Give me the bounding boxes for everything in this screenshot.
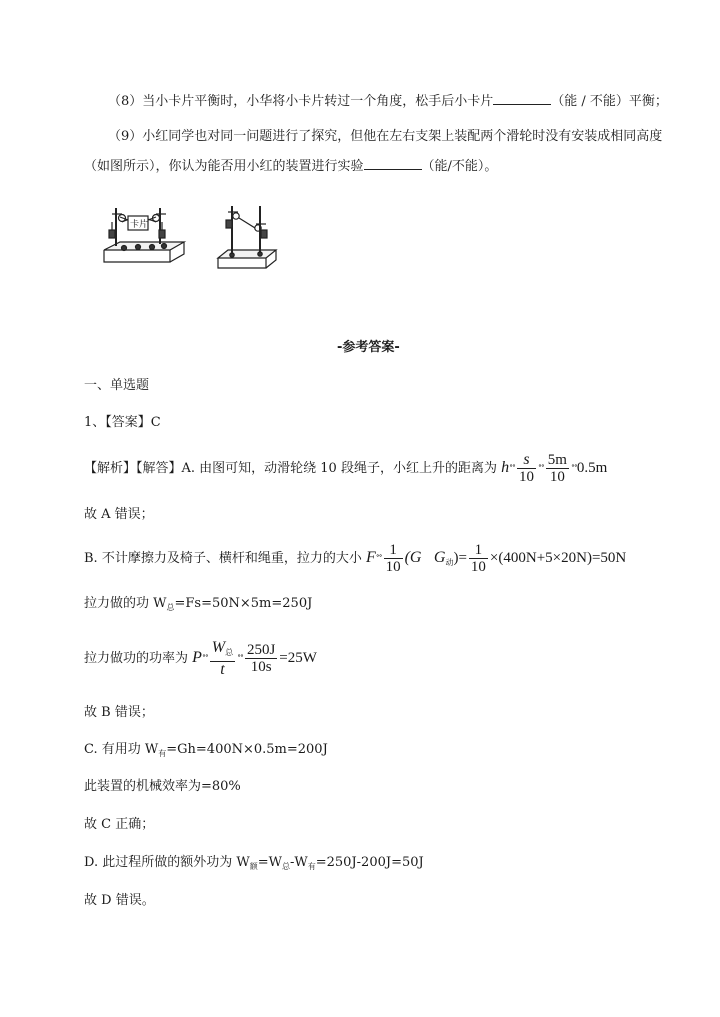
frac-W-t: $\frac{W_总}{t}$ xyxy=(211,638,234,678)
analysis-result: 0.5m xyxy=(576,460,608,476)
frac-s-10: $\frac{s}{10}$ xyxy=(518,451,534,485)
left-apparatus xyxy=(104,208,184,262)
var-h: h xyxy=(501,459,510,476)
q8-blank[interactable] xyxy=(493,91,551,105)
frac-1-10-b: $\frac{1}{10}$ xyxy=(470,542,486,575)
analysis-line: 【解析】【解答】A. 由图可知，动滑轮绕 10 段绳子，小红上升的距离为 h∘∘ $\frac{s}{10}$ ∘∘ $\frac{5m}{10}$ ∘∘0.5m xyxy=(84,451,608,485)
efficiency-line: 此装置的机械效率为=80% xyxy=(84,779,241,794)
power-prefix: 拉力做功的功率为 xyxy=(84,651,189,666)
card-label: 卡片 xyxy=(130,220,149,230)
power-result: =25W xyxy=(279,650,317,666)
right-apparatus xyxy=(218,206,276,268)
frac-1-10-a: $\frac{1}{10}$ xyxy=(385,542,401,575)
q8-suffix: （能 / 不能）平衡； xyxy=(551,94,668,109)
var-P: P xyxy=(192,649,202,666)
analysis-prefix: 【解析】【解答】A. 由图可知，动滑轮绕 10 段绳子，小红上升的距离为 xyxy=(84,461,497,476)
answer-item-1: 1、【答案】C xyxy=(84,415,161,430)
q8-prefix: （8）当小卡片平衡时，小华将小卡片转过一个角度，松手后小卡片 xyxy=(108,94,494,109)
q9-prefix: （如图所示），你认为能否用小红的装置进行实验 xyxy=(84,159,364,174)
frac-5m-10: $\frac{5m}{10}$ xyxy=(547,452,567,485)
power-line: 拉力做功的功率为 P∘∘ $\frac{W_总}{t}$ ∘∘ $\frac{250J}{10s}$ =25W xyxy=(84,638,317,678)
d-line: D. 此过程所做的额外功为 $W_额=W_总-W_有=250J-200J=50J$ xyxy=(84,855,424,871)
a-wrong: 故 A 错误； xyxy=(84,507,154,522)
b-tail: ×(400N+5×20N)=50N xyxy=(489,550,627,566)
work-line: 拉力做的功 $W_总=Fs=50N\times 5m=250J$ xyxy=(84,596,313,612)
question-8 xyxy=(108,91,668,111)
frac-250J-10s: $\frac{250J}{10s}$ xyxy=(246,642,276,675)
question-9-line1: （9）小红同学也对同一问题进行了探究，但他在左右支架上装配两个滑轮时没有安装成相同高度 xyxy=(108,129,663,144)
q9-suffix: （能/不能）。 xyxy=(421,159,498,174)
question-9-line2 xyxy=(84,156,497,176)
b-wrong: 故 B 错误； xyxy=(84,705,154,720)
answer-header: -参考答案- xyxy=(337,340,400,355)
b-prefix: B. 不计摩擦力及椅子、横杆和绳重，拉力的大小 xyxy=(84,551,362,566)
c-right: 故 C 正确； xyxy=(84,817,155,832)
q9-blank[interactable] xyxy=(364,156,422,170)
section-title: 一、单选题 xyxy=(84,378,150,393)
apparatus-figure xyxy=(100,200,280,275)
b-line: B. 不计摩擦力及椅子、横杆和绳重，拉力的大小 F∘∘ $\frac{1}{10}$ (G $G_动)=$ $\frac{1}{10}$ ×(400N+5×20N)=50N xyxy=(84,542,627,575)
var-F: F xyxy=(365,549,376,566)
d-wrong: 故 D 错误。 xyxy=(84,893,155,908)
c-line: C. 有用功 $W_有=Gh=400N\times 0.5m=200J$ xyxy=(84,742,328,758)
